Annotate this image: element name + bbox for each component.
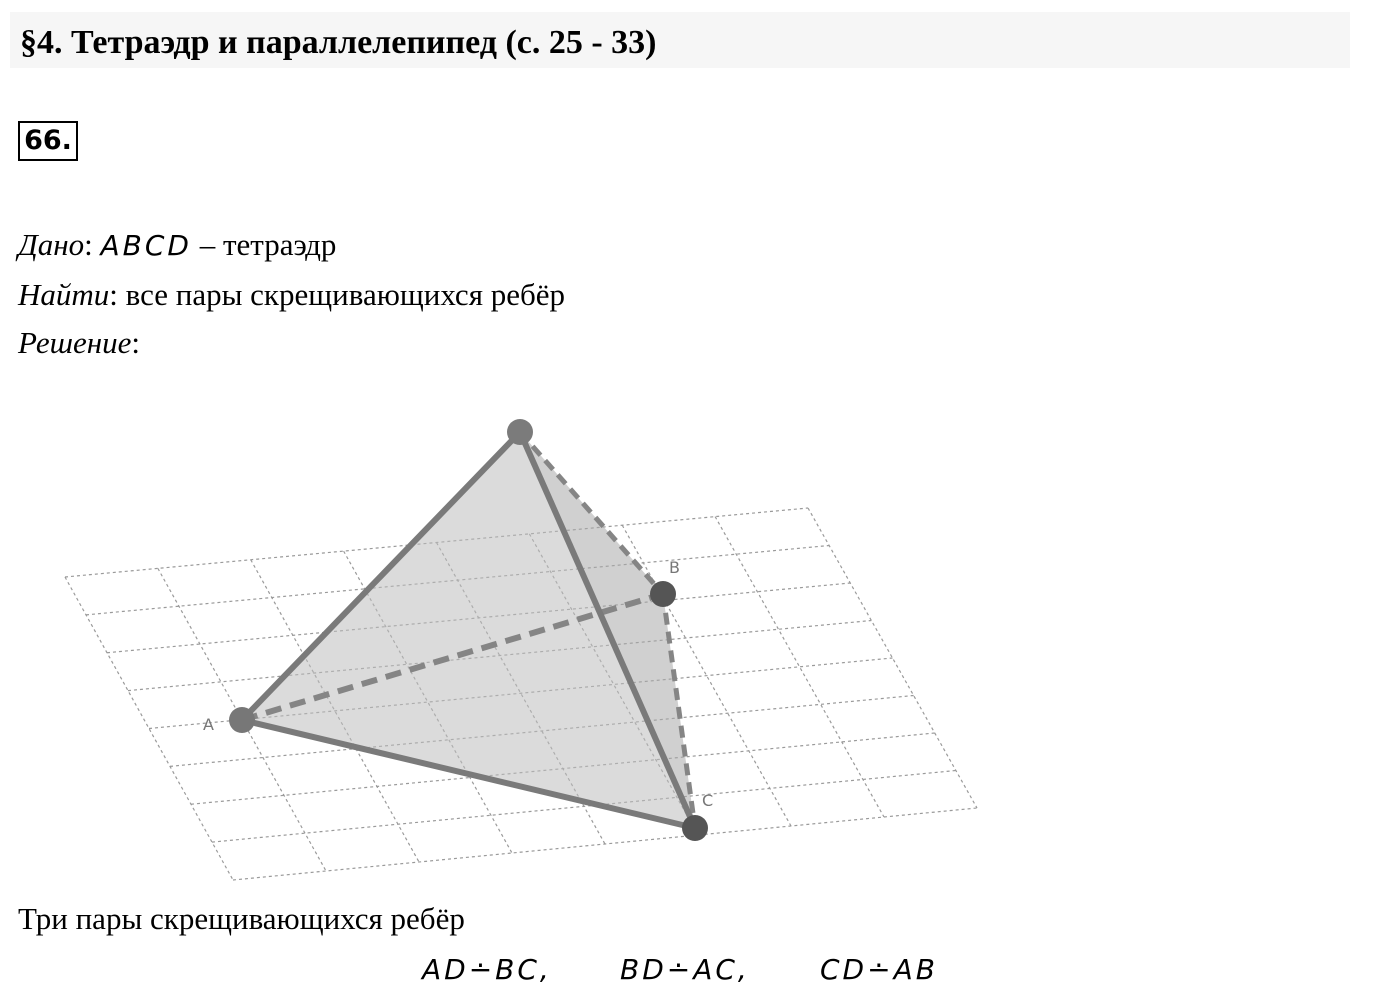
skew-pair-1: AD∸BC, [422, 953, 552, 986]
given-object: ABCD [100, 229, 192, 262]
vertex-d [507, 419, 533, 445]
vertex-a [229, 707, 255, 733]
problem-number: 66. [18, 121, 78, 161]
grid-line [715, 517, 884, 817]
vertex-c [682, 815, 708, 841]
given-colon: : [84, 227, 101, 262]
find-line [18, 279, 565, 310]
given-label: Дано [18, 227, 85, 262]
grid-line [233, 808, 977, 880]
solution-label: Решение [18, 325, 132, 360]
given-text: – тетраэдр [191, 227, 337, 262]
section-header [10, 12, 1350, 68]
vertex-label-a: A [203, 715, 214, 734]
find-text: : все пары скрещивающихся ребёр [109, 277, 565, 312]
section-title: §4. Тетраэдр и параллелепипед (с. 25 - 33) [20, 24, 657, 61]
skew-pair-3: CD∸AB [820, 953, 938, 986]
solution-colon: : [131, 325, 140, 360]
find-label: Найти [18, 277, 110, 312]
solution-line [18, 327, 140, 358]
tetrahedron-figure [0, 400, 1000, 890]
skew-pair-2: BD∸AC, [620, 953, 750, 986]
vertex-label-b: B [669, 558, 680, 577]
answer-intro: Три пары скрещивающихся ребёр [18, 901, 465, 936]
vertex-label-c: C [702, 791, 714, 810]
vertex-b [650, 581, 676, 607]
given-line [18, 229, 336, 260]
